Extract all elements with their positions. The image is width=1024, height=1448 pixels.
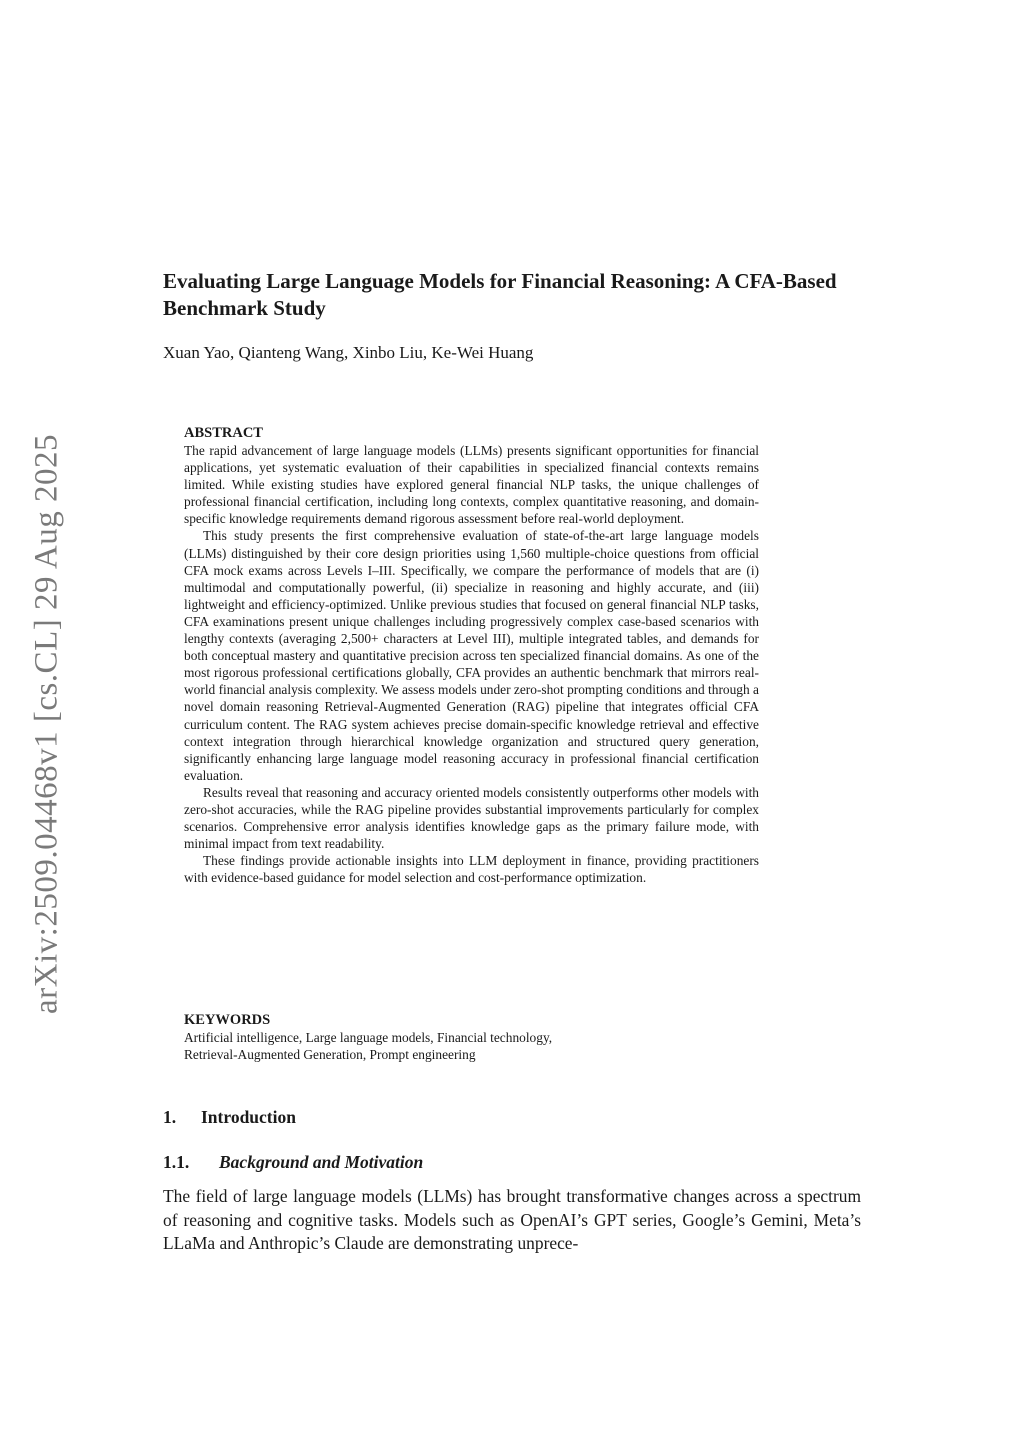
abstract-paragraph: This study presents the first comprehensive evaluation of state-of-the-art large language models (LLMs) distinguished by their core design priorities using 1,560 multiple-choice questions from official CFA mock exams across Levels I–III. Specifically, we compare the performance of models that are (i) multimodal and computationally powerful, (ii) specialize in reasoning and highly accurate, and (iii) lightweight and efficiency-optimized. Unlike previous studies that focused on general financial NLP tasks, CFA examinations present unique challenges including progressively complex case-based scenarios with lengthy contexts (averaging 2,500+ characters at Level III), multiple integrated tables, and demands for both conceptual mastery and quantitative precision across ten specialized financial domains. As one of the most rigorous professional certifications globally, CFA provides an authentic benchmark that mirrors real-world financial analysis complexity. We assess models under zero-shot prompting conditions and through a novel domain reasoning Retrieval-Augmented Generation (RAG) pipeline that integrates official CFA curriculum content. The RAG system achieves precise domain-specific knowledge retrieval and effective context integration through hierarchical knowledge organization and structured query generation, significantly enhancing large language model reasoning accuracy in professional financial certification evaluation. (184, 528, 759, 783)
abstract-paragraph: These findings provide actionable insights into LLM deployment in finance, providing practitioners with evidence-based guidance for model selection and cost-performance optimization. (184, 853, 759, 886)
abstract-paragraph: The rapid advancement of large language models (LLMs) presents significant opportunities for financial applications, yet systematic evaluation of their capabilities in specialized financial contexts remains limited. While existing studies have explored general financial NLP tasks, the unique challenges of professional financial certification, including long contexts, complex quantitative reasoning, and domain-specific knowledge requirements demand rigorous assessment before real-world deployment. (184, 443, 759, 527)
abstract-heading: ABSTRACT (184, 425, 263, 441)
subsection-number: 1.1. (163, 1152, 190, 1172)
author-list: Xuan Yao, Qianteng Wang, Xinbo Liu, Ke-Wei Huang (163, 343, 534, 362)
keywords-line: Artificial intelligence, Large language models, Financial technology, (184, 1030, 553, 1045)
keywords-heading: KEYWORDS (184, 1012, 271, 1028)
arxiv-identifier-stamp: arXiv:2509.04468v1 [cs.CL] 29 Aug 2025 (28, 434, 65, 1014)
keywords-section (184, 1011, 759, 1063)
keywords-line: Retrieval-Augmented Generation, Prompt engineering (184, 1047, 476, 1063)
paper-title: Evaluating Large Language Models for Financial Reasoning: A CFA-Based Benchmark Study (163, 269, 837, 320)
subsection-heading-background (163, 1152, 423, 1173)
abstract-paragraph: Results reveal that reasoning and accuracy oriented models consistently outperforms other models with zero-shot accuracies, while the RAG pipeline provides substantial improvements particularly for complex scenarios. Comprehensive error analysis identifies knowledge gaps as the primary failure mode, with minimal impact from text readability. (184, 784, 759, 852)
subsection-title: Background and Motivation (219, 1152, 424, 1172)
abstract-section (184, 424, 759, 886)
section-number: 1. (163, 1107, 177, 1127)
section-title: Introduction (201, 1107, 296, 1127)
body-paragraph: The field of large language models (LLMs) has brought transformative changes across a spectrum of reasoning and cognitive tasks. Models such as OpenAI’s GPT series, Google’s Gemini, Meta’s LLaMa and Anthropic’s Claude are demonstrating unprece- (163, 1186, 861, 1253)
section-heading-introduction (163, 1107, 296, 1128)
